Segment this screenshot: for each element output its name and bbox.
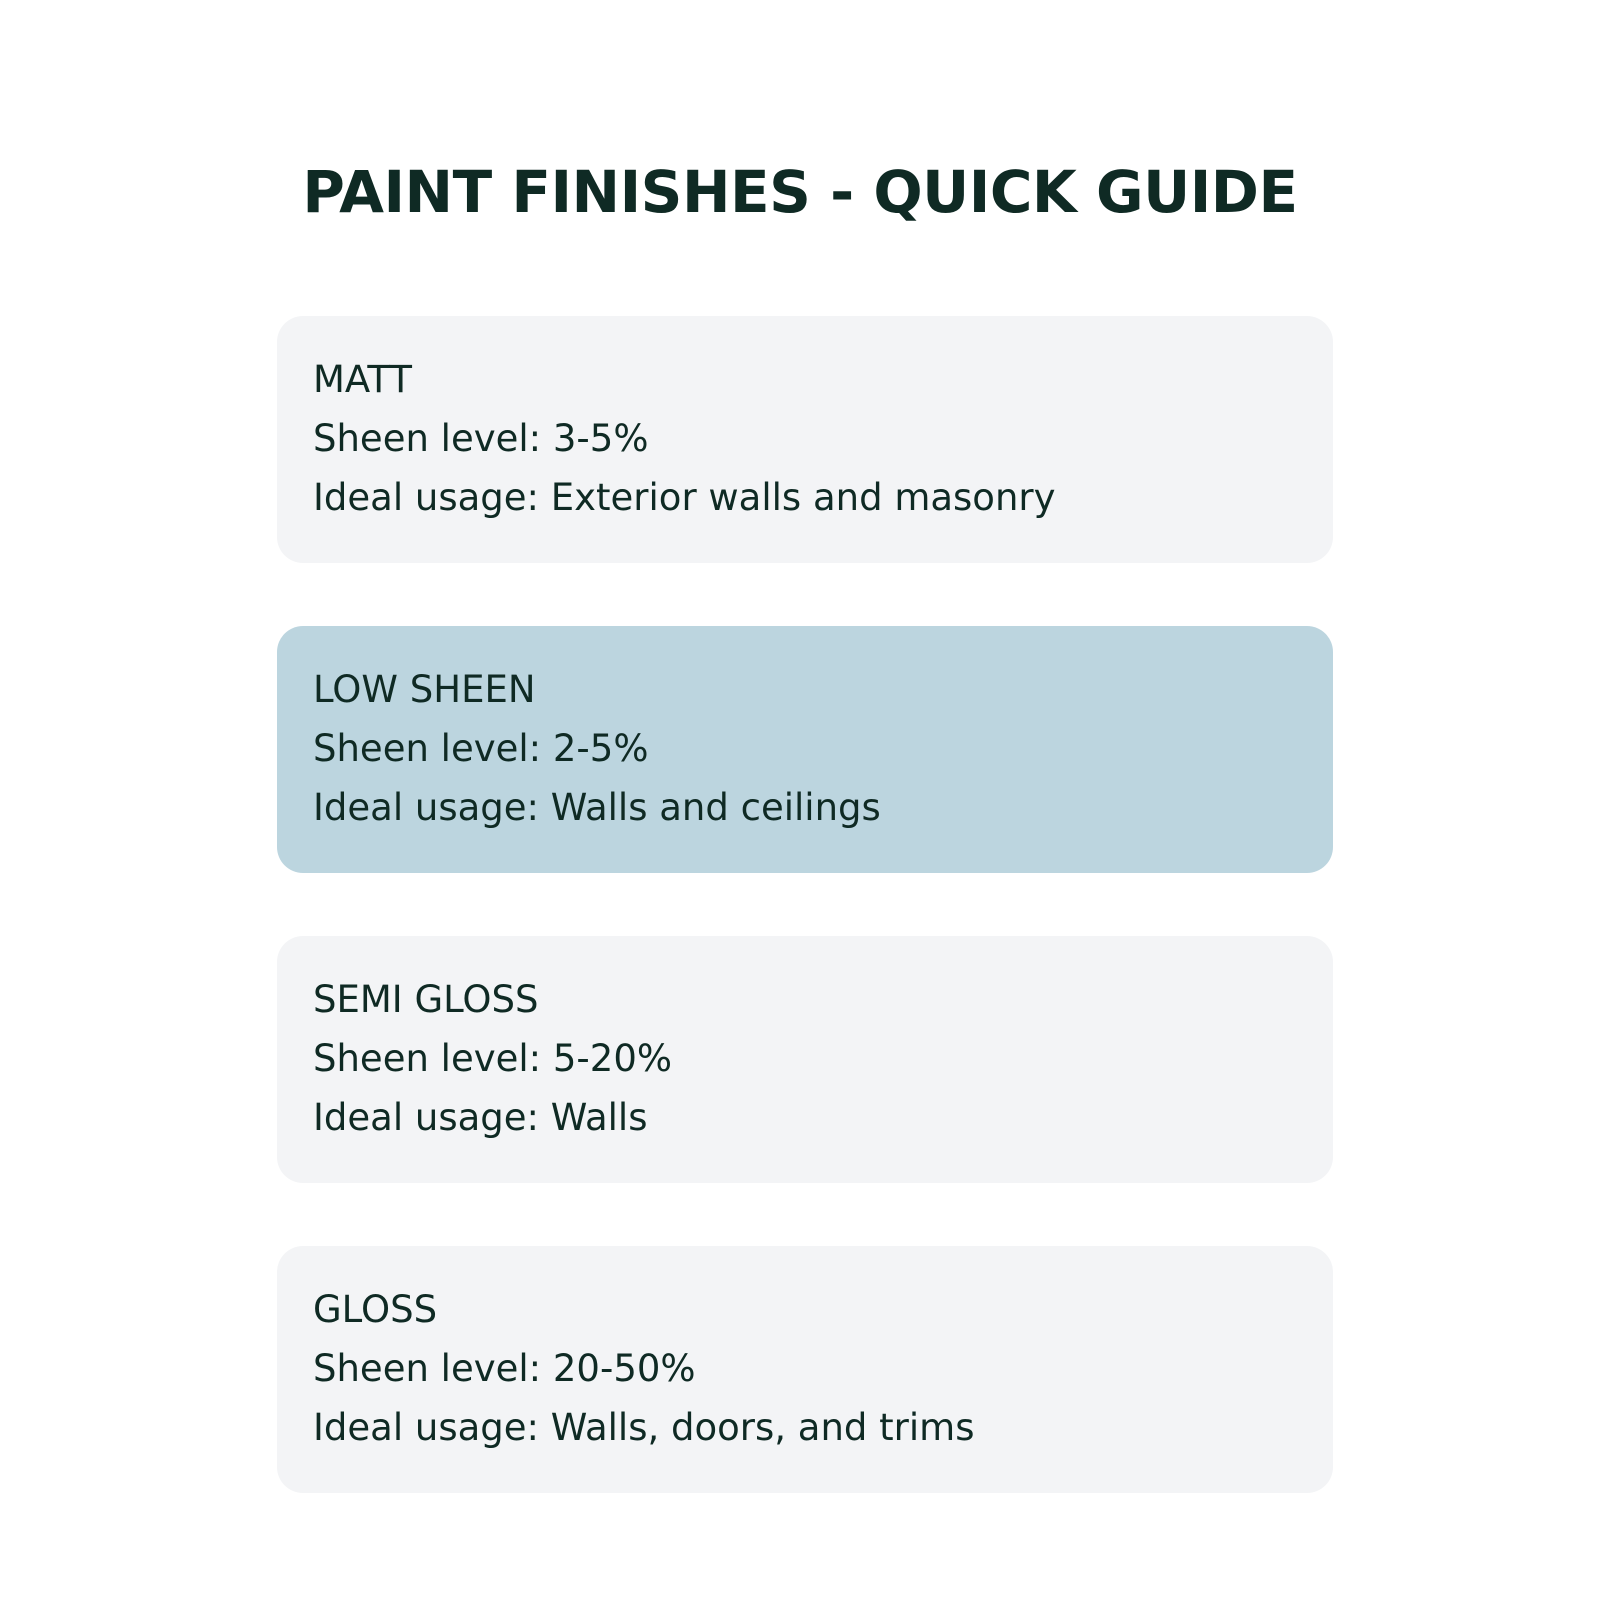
finish-name: LOW SHEEN: [313, 668, 536, 711]
sheen-level-label: Sheen level:: [313, 1347, 553, 1390]
sheen-level-label: Sheen level:: [313, 727, 553, 770]
finish-name: MATT: [313, 358, 412, 401]
ideal-usage-row: [313, 778, 1297, 837]
ideal-usage-value: Walls, doors, and trims: [550, 1406, 975, 1449]
ideal-usage-row: [313, 468, 1297, 527]
ideal-usage-value: Walls: [550, 1096, 648, 1139]
finish-card-semi-gloss: [277, 936, 1333, 1183]
sheen-level-value: 5-20%: [552, 1037, 673, 1080]
sheen-level-value: 2-5%: [552, 727, 649, 770]
ideal-usage-row: [313, 1398, 1297, 1457]
finish-card-low-sheen: [277, 626, 1333, 873]
page-title: PAINT FINISHES - QUICK GUIDE: [302, 158, 1298, 226]
ideal-usage-row: [313, 1088, 1297, 1147]
ideal-usage-label: Ideal usage:: [313, 1096, 551, 1139]
finish-card-gloss: [277, 1246, 1333, 1493]
ideal-usage-value: Walls and ceilings: [550, 786, 881, 829]
ideal-usage-value: Exterior walls and masonry: [550, 476, 1056, 519]
sheen-level-label: Sheen level:: [313, 417, 553, 460]
ideal-usage-label: Ideal usage:: [313, 786, 551, 829]
sheen-level-row: [313, 409, 1297, 468]
sheen-level-value: 3-5%: [552, 417, 649, 460]
sheen-level-row: [313, 719, 1297, 778]
finish-card-list: [277, 316, 1333, 1556]
finish-name: GLOSS: [313, 1288, 438, 1331]
ideal-usage-label: Ideal usage:: [313, 476, 551, 519]
finish-card-matt: [277, 316, 1333, 563]
sheen-level-value: 20-50%: [552, 1347, 696, 1390]
finish-name: SEMI GLOSS: [313, 978, 539, 1021]
sheen-level-row: [313, 1029, 1297, 1088]
sheen-level-row: [313, 1339, 1297, 1398]
sheen-level-label: Sheen level:: [313, 1037, 553, 1080]
ideal-usage-label: Ideal usage:: [313, 1406, 551, 1449]
